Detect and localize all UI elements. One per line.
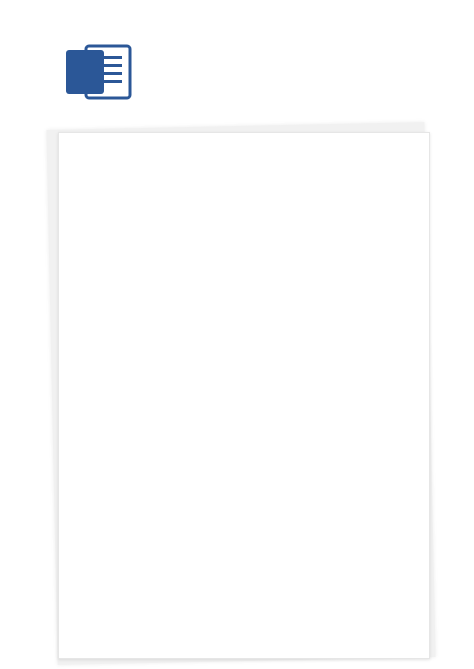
document-page — [58, 132, 430, 659]
header-banner — [0, 0, 474, 120]
word-document-icon — [64, 40, 136, 104]
